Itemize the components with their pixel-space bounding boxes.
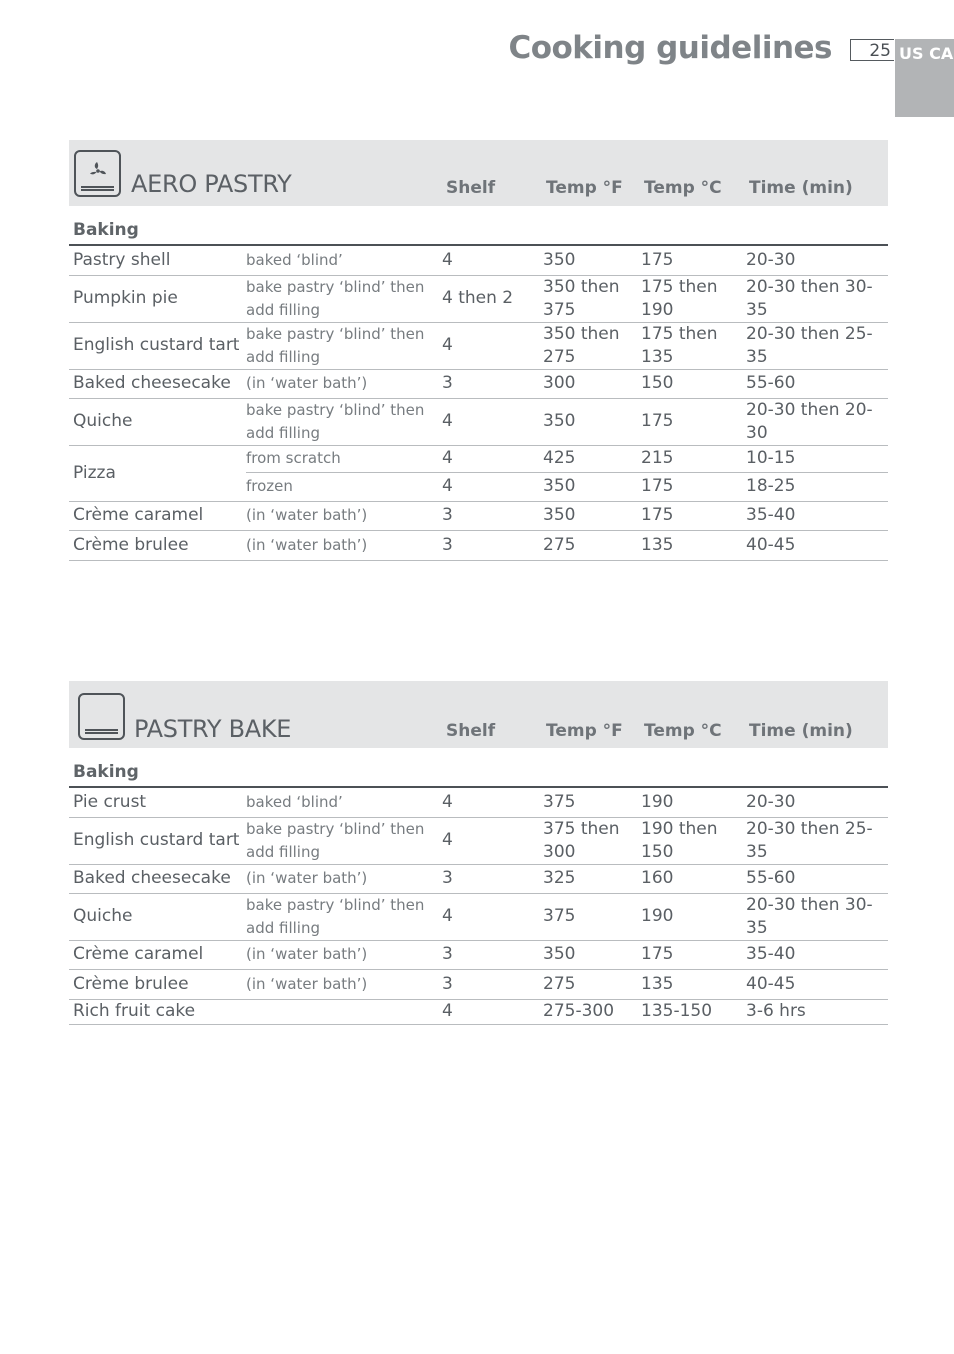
temp-f-value: 350 [543, 246, 641, 275]
aero-pastry-fan-icon [74, 150, 121, 197]
temp-f-value: 350 [543, 472, 641, 501]
table-row [69, 246, 888, 275]
page-number: 25 [850, 39, 894, 61]
temp-f-value: 275-300 [543, 999, 641, 1024]
prep-note: (in ‘water bath’) [246, 501, 442, 530]
prep-note [246, 999, 442, 1024]
table-row [69, 398, 888, 445]
page-title: Cooking guidelines [508, 30, 832, 66]
temp-f-value: 300 [543, 369, 641, 398]
temp-f-value: 325 [543, 864, 641, 893]
temp-f-value: 275 [543, 969, 641, 999]
dish-name: Pie crust [69, 788, 246, 817]
shelf-value: 4 [442, 322, 543, 369]
dish-name: Pizza [69, 445, 246, 501]
temp-c-value: 190 [641, 893, 746, 940]
subheading-baking: Baking [69, 748, 888, 788]
temp-c-value: 215 [641, 445, 746, 472]
col-head-temp-c: Temp °C [644, 178, 722, 198]
dish-name: English custard tart [69, 322, 246, 369]
table-row [69, 501, 888, 530]
temp-c-value: 135 [641, 969, 746, 999]
pastry-bake-section [69, 681, 888, 1025]
time-value: 20-30 then 25-35 [746, 322, 888, 369]
time-value: 55-60 [746, 369, 888, 398]
col-head-time: Time (min) [749, 721, 853, 741]
region-tab: US CA [895, 39, 954, 117]
dish-name: Pumpkin pie [69, 275, 246, 322]
dish-name: Crème brulee [69, 969, 246, 999]
temp-c-value: 150 [641, 369, 746, 398]
mode-title: AERO PASTRY [131, 170, 292, 198]
temp-c-value: 175 then 190 [641, 275, 746, 322]
pastry-bake-header [69, 681, 888, 748]
prep-note: bake pastry ‘blind’ then add filling [246, 893, 442, 940]
temp-c-value: 175 [641, 246, 746, 275]
prep-note: bake pastry ‘blind’ then add filling [246, 817, 442, 864]
aero-pastry-section [69, 140, 888, 561]
temp-f-value: 375 [543, 788, 641, 817]
mode-title: PASTRY BAKE [134, 715, 292, 743]
time-value: 55-60 [746, 864, 888, 893]
shelf-value: 3 [442, 864, 543, 893]
shelf-value: 3 [442, 369, 543, 398]
time-value: 18-25 [746, 472, 888, 501]
time-value: 3-6 hrs [746, 999, 888, 1024]
shelf-value: 4 [442, 893, 543, 940]
col-head-shelf: Shelf [446, 178, 496, 198]
prep-note: frozen [246, 472, 442, 501]
temp-c-value: 175 then 135 [641, 322, 746, 369]
aero-pastry-header [69, 140, 888, 206]
dish-name: Baked cheesecake [69, 369, 246, 398]
time-value: 20-30 then 20-30 [746, 398, 888, 445]
temp-f-value: 425 [543, 445, 641, 472]
temp-c-value: 190 then 150 [641, 817, 746, 864]
shelf-value: 3 [442, 969, 543, 999]
table-row [69, 275, 888, 322]
temp-c-value: 190 [641, 788, 746, 817]
time-value: 40-45 [746, 969, 888, 999]
shelf-value: 4 then 2 [442, 275, 543, 322]
time-value: 10-15 [746, 445, 888, 472]
table-row [69, 817, 888, 864]
col-head-temp-f: Temp °F [546, 721, 623, 741]
time-value: 20-30 [746, 246, 888, 275]
dish-name: Quiche [69, 893, 246, 940]
table-row [69, 369, 888, 398]
shelf-value: 4 [442, 398, 543, 445]
prep-note: (in ‘water bath’) [246, 369, 442, 398]
shelf-value: 3 [442, 501, 543, 530]
time-value: 20-30 [746, 788, 888, 817]
shelf-value: 4 [442, 246, 543, 275]
table-row [69, 788, 888, 817]
table-row [69, 893, 888, 940]
temp-f-value: 350 [543, 398, 641, 445]
temp-c-value: 175 [641, 398, 746, 445]
col-head-time: Time (min) [749, 178, 853, 198]
prep-note: (in ‘water bath’) [246, 864, 442, 893]
col-head-shelf: Shelf [446, 721, 496, 741]
temp-f-value: 350 [543, 940, 641, 969]
temp-c-value: 175 [641, 501, 746, 530]
temp-f-value: 375 [543, 893, 641, 940]
table-row [69, 445, 888, 472]
temp-c-value: 135-150 [641, 999, 746, 1024]
prep-note: (in ‘water bath’) [246, 530, 442, 560]
temp-c-value: 135 [641, 530, 746, 560]
shelf-value: 4 [442, 999, 543, 1024]
table-row [69, 969, 888, 999]
aero-pastry-table [69, 246, 888, 561]
table-row [69, 864, 888, 893]
time-value: 40-45 [746, 530, 888, 560]
time-value: 35-40 [746, 940, 888, 969]
temp-f-value: 275 [543, 530, 641, 560]
table-row [69, 530, 888, 560]
dish-name: Crème caramel [69, 501, 246, 530]
dish-name: Rich fruit cake [69, 999, 246, 1024]
temp-f-value: 375 then 300 [543, 817, 641, 864]
table-row [69, 999, 888, 1024]
shelf-value: 3 [442, 530, 543, 560]
time-value: 20-30 then 25-35 [746, 817, 888, 864]
shelf-value: 4 [442, 472, 543, 501]
col-head-temp-f: Temp °F [546, 178, 623, 198]
prep-note: (in ‘water bath’) [246, 940, 442, 969]
dish-name: Crème brulee [69, 530, 246, 560]
prep-note: bake pastry ‘blind’ then add filling [246, 322, 442, 369]
shelf-value: 3 [442, 940, 543, 969]
dish-name: Crème caramel [69, 940, 246, 969]
dish-name: Pastry shell [69, 246, 246, 275]
prep-note: bake pastry ‘blind’ then add filling [246, 398, 442, 445]
time-value: 20-30 then 30-35 [746, 275, 888, 322]
prep-note: (in ‘water bath’) [246, 969, 442, 999]
pastry-bake-table [69, 788, 888, 1025]
temp-f-value: 350 [543, 501, 641, 530]
temp-c-value: 175 [641, 472, 746, 501]
table-row [69, 940, 888, 969]
prep-note: from scratch [246, 445, 442, 472]
pastry-bake-bottom-element-icon [78, 693, 125, 740]
table-row [69, 322, 888, 369]
shelf-value: 4 [442, 445, 543, 472]
time-value: 20-30 then 30-35 [746, 893, 888, 940]
temp-c-value: 160 [641, 864, 746, 893]
col-head-temp-c: Temp °C [644, 721, 722, 741]
time-value: 35-40 [746, 501, 888, 530]
temp-c-value: 175 [641, 940, 746, 969]
prep-note: bake pastry ‘blind’ then add filling [246, 275, 442, 322]
subheading-baking: Baking [69, 206, 888, 246]
dish-name: Baked cheesecake [69, 864, 246, 893]
shelf-value: 4 [442, 788, 543, 817]
shelf-value: 4 [442, 817, 543, 864]
temp-f-value: 350 then 275 [543, 322, 641, 369]
dish-name: English custard tart [69, 817, 246, 864]
dish-name: Quiche [69, 398, 246, 445]
prep-note: baked ‘blind’ [246, 788, 442, 817]
temp-f-value: 350 then 375 [543, 275, 641, 322]
prep-note: baked ‘blind’ [246, 246, 442, 275]
